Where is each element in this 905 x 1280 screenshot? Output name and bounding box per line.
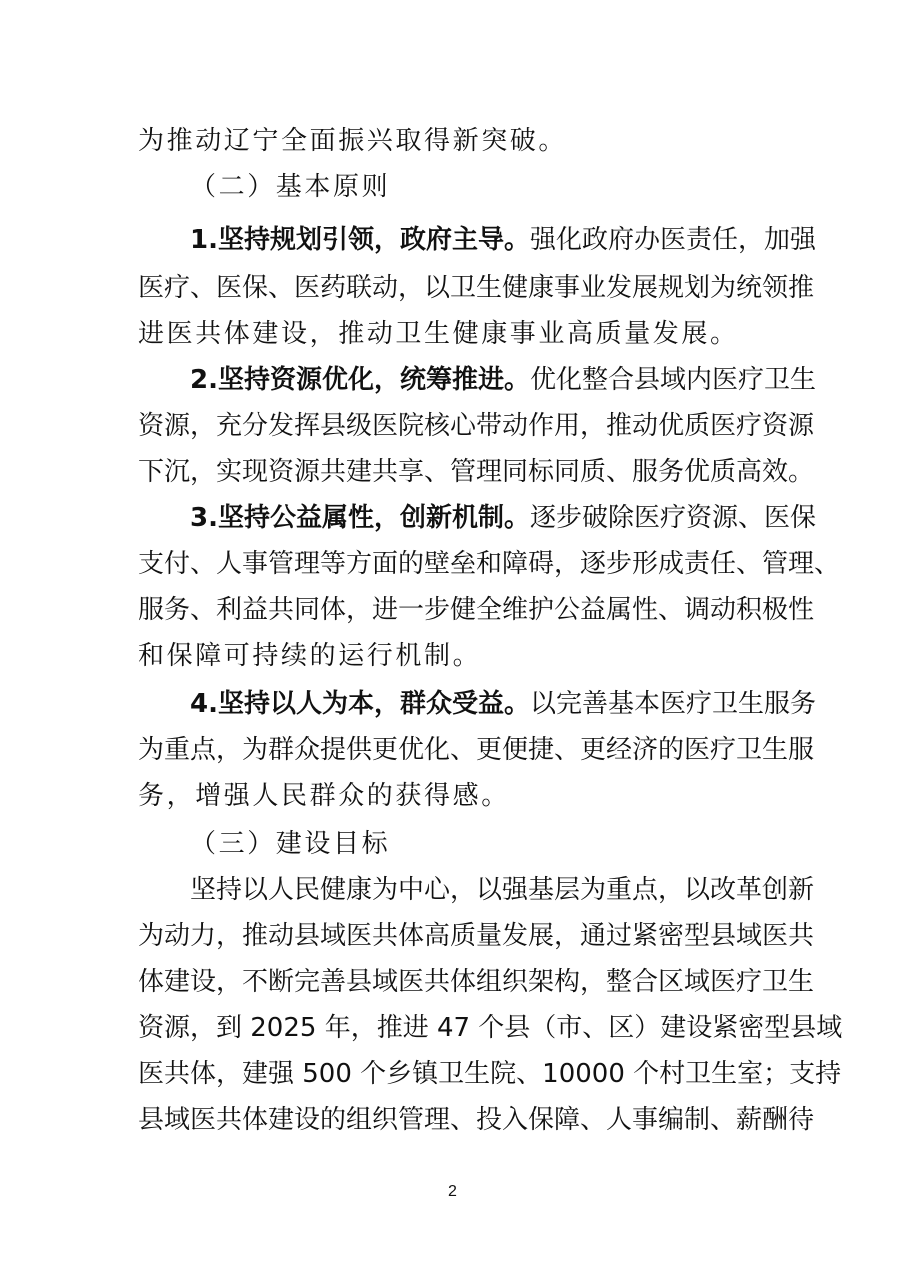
principle-2-title: 2.坚持资源优化，统筹推进。 (190, 365, 530, 395)
principle-3-text: 逐步破除医疗资源、医保 (529, 503, 816, 533)
principle-2-text: 优化整合县域内医疗卫生 (529, 365, 816, 395)
text-line: 体建设，不断完善县域医共体组织架构，整合区域医疗卫生 (138, 967, 815, 997)
principle-1-title: 1.坚持规划引领，政府主导。 (190, 225, 530, 255)
text-line: 医共体，建强 500 个乡镇卫生院、10000 个村卫生室；支持 (138, 1059, 842, 1089)
text-line: 坚持以人民健康为中心，以强基层为重点，以改革创新 (190, 875, 815, 905)
text-line: 服务、利益共同体，进一步健全维护公益属性、调动积极性 (138, 595, 815, 625)
page-number: 2 (448, 1183, 457, 1200)
text-line: 为推动辽宁全面振兴取得新突破。 (138, 126, 568, 156)
principle-3-first-line (190, 494, 816, 542)
text-line: 务，增强人民群众的获得感。 (138, 781, 510, 811)
principle-1-text: 强化政府办医责任，加强 (529, 225, 816, 255)
principle-1-first-line (190, 216, 816, 264)
text-line: 医疗、医保、医药联动，以卫生健康事业发展规划为统领推 (138, 273, 815, 303)
text-line: 为动力，推动县域医共体高质量发展，通过紧密型县域医共 (138, 921, 815, 951)
text-line: 进医共体建设，推动卫生健康事业高质量发展。 (138, 319, 739, 349)
text-line: 为重点，为群众提供更优化、更便捷、更经济的医疗卫生服 (138, 735, 815, 765)
principle-2-first-line (190, 356, 816, 404)
section-heading: （三）建设目标 (190, 829, 391, 859)
principle-4-text: 以完善基本医疗卫生服务 (529, 689, 816, 719)
principle-3-title: 3.坚持公益属性，创新机制。 (190, 503, 530, 533)
text-line: 下沉，实现资源共建共享、管理同标同质、服务优质高效。 (138, 457, 815, 487)
section-heading: （二）基本原则 (190, 172, 391, 202)
text-line: 资源，到 2025 年，推进 47 个县（市、区）建设紧密型县域 (138, 1013, 843, 1043)
text-line: 资源，充分发挥县级医院核心带动作用，推动优质医疗资源 (138, 411, 815, 441)
text-line: 支付、人事管理等方面的壁垒和障碍，逐步形成责任、管理、 (138, 549, 841, 579)
text-line: 县域医共体建设的组织管理、投入保障、人事编制、薪酬待 (138, 1105, 815, 1135)
principle-4-title: 4.坚持以人为本，群众受益。 (190, 689, 530, 719)
text-line: 和保障可持续的运行机制。 (138, 641, 482, 671)
principle-4-first-line (190, 680, 816, 728)
